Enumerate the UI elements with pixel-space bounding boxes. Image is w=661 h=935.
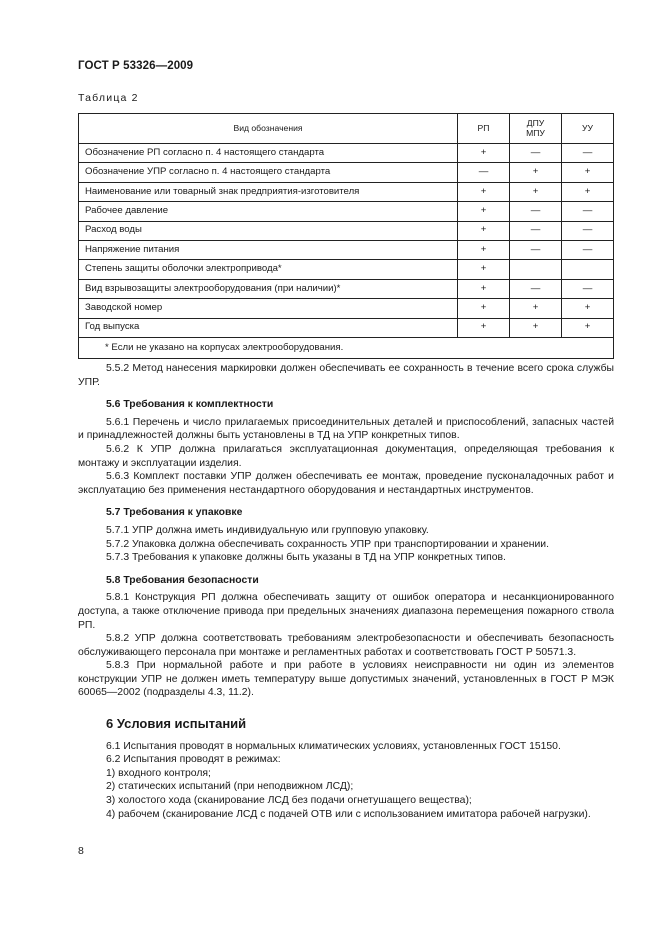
cell-rp: + bbox=[458, 144, 510, 163]
row-label: Наименование или товарный знак предприятия-изготовителя bbox=[79, 182, 458, 201]
cell-uu: — bbox=[562, 240, 614, 259]
cell-rp: — bbox=[458, 163, 510, 182]
cell-rp: + bbox=[458, 240, 510, 259]
section-heading-5-8: 5.8 Требования безопасности bbox=[106, 574, 259, 586]
cell-dpu: — bbox=[510, 221, 562, 240]
table-row bbox=[79, 221, 614, 240]
paragraph-5-6-3: 5.6.3 Комплект поставки УПР должен обеспечивать ее монтаж, проведение пусконаладочных работ и эксплуатацию без применения нестандартного оборудования и нестандартных инструментов. bbox=[78, 471, 614, 496]
cell-dpu: — bbox=[510, 144, 562, 163]
section-heading-5-6: 5.6 Требования к комплектности bbox=[106, 399, 274, 411]
table-row bbox=[79, 163, 614, 182]
cell-rp: + bbox=[458, 182, 510, 201]
cell-rp: + bbox=[458, 221, 510, 240]
paragraph-5-6-1: 5.6.1 Перечень и число прилагаемых присоединительных деталей и приспособлений, запасных частей и принадлежностей должны быть установлены в ТД на УПР конкретных типов. bbox=[78, 416, 614, 442]
cell-dpu: + bbox=[510, 163, 562, 182]
paragraph-5-7-2: 5.7.2 Упаковка должна обеспечивать сохранность УПР при транспортировании и хранении. bbox=[106, 538, 550, 550]
document-header: ГОСТ Р 53326—2009 bbox=[78, 60, 194, 72]
row-label: Расход воды bbox=[79, 221, 458, 240]
section-heading-6: 6 Условия испытаний bbox=[106, 716, 247, 732]
cell-uu: + bbox=[562, 318, 614, 337]
table-row bbox=[79, 279, 614, 298]
col-header-dpu: ДПУ bbox=[526, 118, 545, 129]
cell-uu: — bbox=[562, 279, 614, 298]
row-label: Год выпуска bbox=[79, 318, 458, 337]
cell-rp: + bbox=[458, 318, 510, 337]
paragraph-5-7-3: 5.7.3 Требования к упаковке должны быть указаны в ТД на УПР конкретных типов. bbox=[106, 552, 506, 564]
section-heading-5-7: 5.7 Требования к упаковке bbox=[106, 507, 243, 519]
table-row bbox=[79, 182, 614, 201]
designation-table bbox=[78, 113, 614, 359]
row-label: Обозначение УПР согласно п. 4 настоящего стандарта bbox=[79, 163, 458, 182]
cell-uu bbox=[562, 260, 614, 279]
row-label: Напряжение питания bbox=[79, 240, 458, 259]
cell-uu: + bbox=[562, 163, 614, 182]
table-caption: Таблица 2 bbox=[78, 92, 139, 104]
col-header-rp: РП bbox=[458, 114, 510, 144]
list-item: 3) холостого хода (сканирование ЛСД без подачи огнетушащего вещества); bbox=[106, 795, 472, 807]
row-label: Обозначение РП согласно п. 4 настоящего стандарта bbox=[79, 144, 458, 163]
page-number: 8 bbox=[78, 845, 84, 857]
cell-rp: + bbox=[458, 279, 510, 298]
row-label: Рабочее давление bbox=[79, 202, 458, 221]
cell-dpu: + bbox=[510, 299, 562, 318]
cell-uu: — bbox=[562, 144, 614, 163]
col-header-mpu: МПУ bbox=[526, 127, 545, 138]
cell-dpu: + bbox=[510, 182, 562, 201]
row-label: Вид взрывозащиты электрооборудования (при наличии)* bbox=[79, 279, 458, 298]
table-body bbox=[79, 144, 614, 359]
paragraph-5-8-2: 5.8.2 УПР должна соответствовать требованиям электробезопасности и обеспечивать безопасность обслуживающего персонала при монтаже и регламентных работах и соответствовать ГОСТ Р 50571.3. bbox=[78, 633, 614, 658]
cell-rp: + bbox=[458, 202, 510, 221]
table-header-row bbox=[79, 114, 614, 144]
body-text bbox=[78, 362, 614, 821]
col-header-designation: Вид обозначения bbox=[79, 114, 458, 144]
col-header-dpu-mpu bbox=[510, 114, 562, 144]
cell-uu: — bbox=[562, 221, 614, 240]
cell-rp: + bbox=[458, 260, 510, 279]
paragraph-5-5-2: 5.5.2 Метод нанесения маркировки должен обеспечивать ее сохранность в течение всего срока службы УПР. bbox=[78, 363, 614, 388]
cell-dpu: — bbox=[510, 240, 562, 259]
list-item: 4) рабочем (сканирование ЛСД с подачей ОТВ или с использованием имитатора рабочей нагрузки). bbox=[106, 808, 591, 820]
paragraph-5-6-2: 5.6.2 К УПР должна прилагаться эксплуатационная документация, определяющая требования к монтажу и эксплуатации изделия. bbox=[78, 443, 614, 469]
table-footnote-row bbox=[79, 337, 614, 358]
table-row bbox=[79, 202, 614, 221]
list-item: 1) входного контроля; bbox=[106, 767, 211, 779]
paragraph-6-1: 6.1 Испытания проводят в нормальных климатических условиях, установленных ГОСТ 15150. bbox=[106, 740, 561, 752]
table-footnote: * Если не указано на корпусах электрооборудования. bbox=[79, 337, 614, 358]
paragraph-6-2: 6.2 Испытания проводят в режимах: bbox=[106, 754, 281, 766]
table-row bbox=[79, 260, 614, 279]
paragraph-5-7-1: 5.7.1 УПР должна иметь индивидуальную или групповую упаковку. bbox=[106, 524, 429, 536]
table-row bbox=[79, 299, 614, 318]
paragraph-5-8-3: 5.8.3 При нормальной работе и при работе в условиях неисправности ни один из элементов конструкции УПР не должен иметь температуру выше допустимых значений, установленных в ГОСТ Р МЭК 60065—2002 (подразделы 4.3, 11.2). bbox=[78, 660, 614, 699]
cell-uu: + bbox=[562, 182, 614, 201]
row-label: Степень защиты оболочки электропривода* bbox=[79, 260, 458, 279]
cell-dpu: — bbox=[510, 279, 562, 298]
cell-dpu bbox=[510, 260, 562, 279]
table-row bbox=[79, 240, 614, 259]
row-label: Заводской номер bbox=[79, 299, 458, 318]
table-row bbox=[79, 318, 614, 337]
cell-rp: + bbox=[458, 299, 510, 318]
cell-uu: — bbox=[562, 202, 614, 221]
cell-dpu: — bbox=[510, 202, 562, 221]
paragraph-5-8-1: 5.8.1 Конструкция РП должна обеспечивать защиту от ошибок оператора и несанкционированного доступа, а также отключение привода при предельных значениях диапазона перемещения пожарного ствола РП. bbox=[78, 592, 614, 631]
cell-dpu: + bbox=[510, 318, 562, 337]
table-row bbox=[79, 144, 614, 163]
col-header-uu: УУ bbox=[562, 114, 614, 144]
cell-uu: + bbox=[562, 299, 614, 318]
list-item: 2) статических испытаний (при неподвижном ЛСД); bbox=[106, 781, 354, 793]
